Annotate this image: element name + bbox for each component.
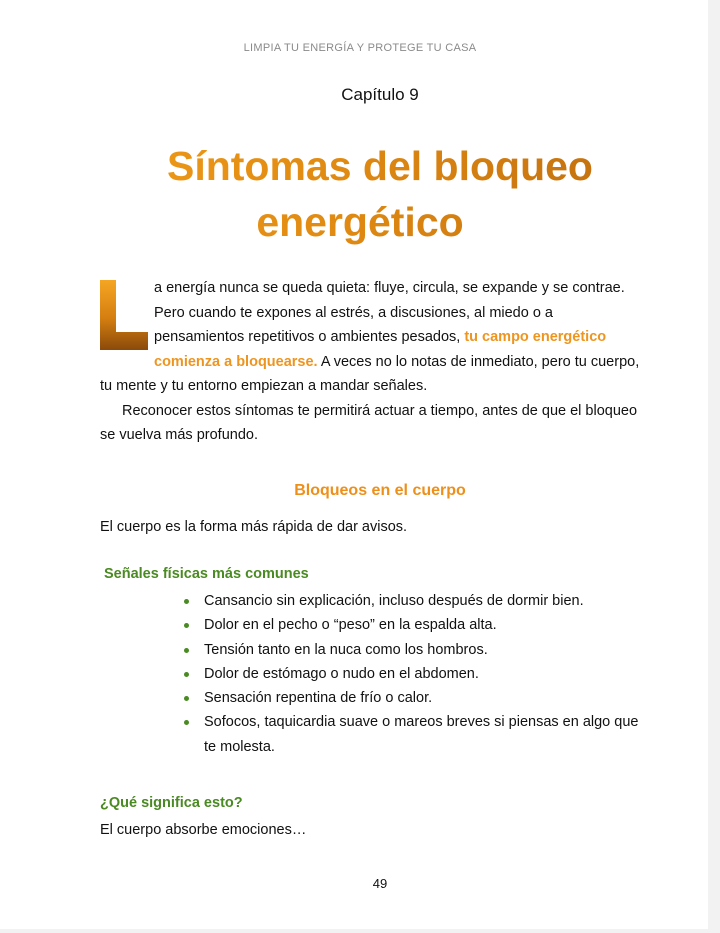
list-item xyxy=(180,638,650,662)
bullet-icon xyxy=(184,696,189,701)
list-item xyxy=(180,662,650,686)
list-item-text: Dolor de estómago o nudo en el abdomen. xyxy=(204,665,479,682)
intro-paragraph-2: Reconocer estos síntomas te permitirá actuar a tiempo, antes de que el bloqueo se vuelva más profundo. xyxy=(100,402,638,443)
list-item xyxy=(180,710,650,759)
chapter-title-line-2: energético xyxy=(256,199,464,245)
question-body: El cuerpo absorbe emociones… xyxy=(100,822,307,838)
list-item xyxy=(180,686,650,710)
intro-paragraph-1-end: A veces no lo notas de inmediato, pero tu cuerpo, tu mente y tu entorno empiezan a mandar señales. xyxy=(100,353,640,394)
intro-text xyxy=(100,276,640,448)
list-item-text: Cansancio sin explicación, incluso después de dormir bien. xyxy=(204,593,584,609)
intro-highlight: tu campo energético comienza a bloquearse. xyxy=(154,329,607,370)
chapter-label: Capítulo 9 xyxy=(341,85,419,104)
question-heading: ¿Qué significa esto? xyxy=(100,795,243,811)
bullet-icon xyxy=(184,720,189,725)
list-item-text: Sofocos, taquicardia suave o mareos breves si piensas en algo que te molesta. xyxy=(204,714,639,755)
symptom-list xyxy=(180,589,650,759)
intro-paragraph-1-start: a energía nunca se queda quieta: fluye, circula, se expande y se contrae. Pero cuando te expones al estrés, a discusiones, al miedo o a pensamientos repetitivos o ambientes pesados, xyxy=(154,280,625,345)
list-item-text: Tensión tanto en la nuca como los hombros. xyxy=(204,641,488,658)
chapter-title-line-1: Síntomas del bloqueo xyxy=(167,143,593,189)
section-heading: Bloqueos en el cuerpo xyxy=(294,482,466,499)
page-number: 49 xyxy=(372,876,388,891)
list-item xyxy=(180,613,650,637)
sub-heading: Señales físicas más comunes xyxy=(104,566,309,582)
bullet-icon xyxy=(184,672,189,677)
running-header: LIMPIA TU ENERGÍA Y PROTEGE TU CASA xyxy=(243,42,477,54)
section-intro: El cuerpo es la forma más rápida de dar avisos. xyxy=(100,519,408,535)
bullet-icon xyxy=(184,599,189,604)
chapter-title xyxy=(0,138,720,250)
bullet-icon xyxy=(184,623,189,628)
drop-cap xyxy=(100,280,148,350)
list-item-text: Sensación repentina de frío o calor. xyxy=(204,690,433,707)
list-item-text: Dolor en el pecho o “peso” en la espalda alta. xyxy=(204,617,497,634)
bullet-icon xyxy=(184,648,189,653)
list-item xyxy=(180,589,650,613)
